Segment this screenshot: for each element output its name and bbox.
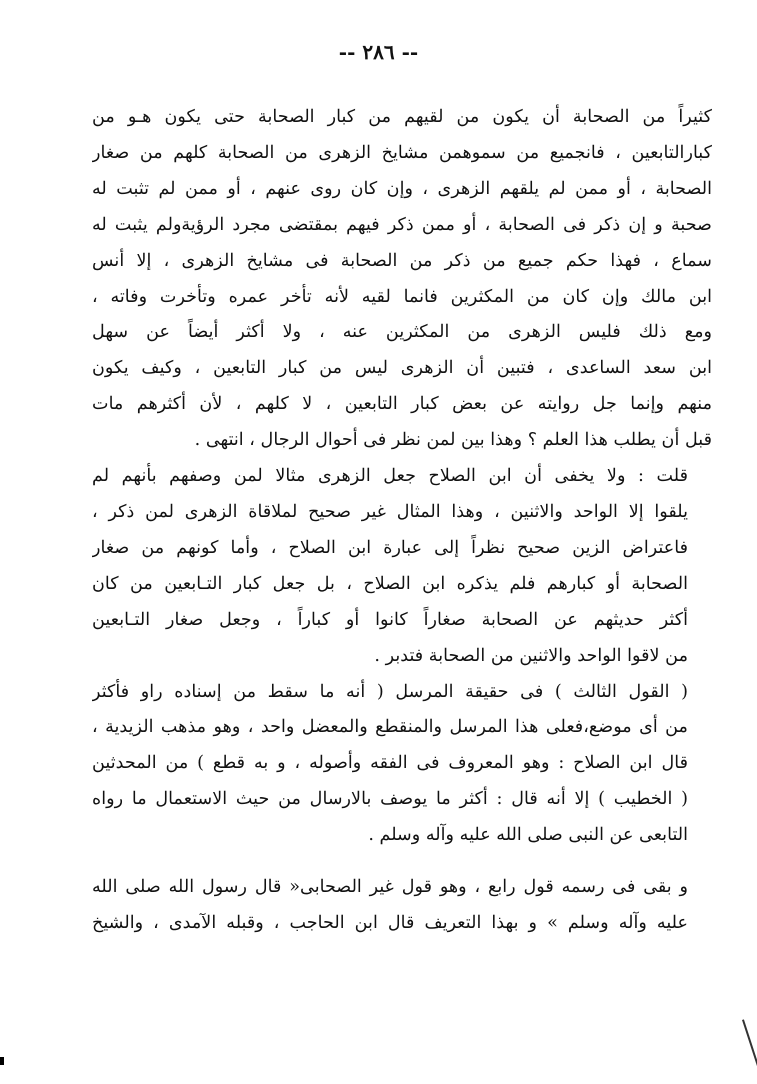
text-line: و بقى فى رسمه قول رابع ، وهو قول غير الصحابى« قال رسول الله صلى الله bbox=[92, 877, 688, 898]
text-line: ( القول الثالث ) فى حقيقة المرسل ( أنه ما سقط من إسناده راو فأكثر bbox=[92, 681, 688, 702]
text-line: من أى موضع،فعلى هذا المرسل والمنقطع والمعضل واحد ، وهو مذهب الزيدية ، bbox=[92, 717, 688, 738]
text-line: قلت : ولا يخفى أن ابن الصلاح جعل الزهرى مثالا لمن وصفهم بأنهم لم bbox=[92, 466, 688, 487]
text-line: ابن مالك وإن كان من المكثرين فانما لقيه لأنه تأخر عمره وتأخرت وفاته ، bbox=[92, 286, 712, 307]
text-line: صحبة و إن ذكر فى الصحابة ، أو ممن ذكر فيهم بمقتضى مجرد الرؤيةولم يثبت له bbox=[92, 214, 712, 235]
paragraph-3 bbox=[92, 675, 712, 855]
body-text bbox=[92, 100, 712, 942]
page-number: -- ٢٨٦ -- bbox=[338, 40, 419, 64]
text-line: ومع ذلك فليس الزهرى من المكثرين عنه ، ولا أكثر أيضاً عن سهل bbox=[92, 322, 712, 343]
text-line: من لاقوا الواحد والاثنين من الصحابة فتدبر . bbox=[374, 645, 688, 666]
paragraph-1 bbox=[92, 100, 712, 459]
scan-edge-mark bbox=[0, 1057, 4, 1065]
text-line: أكثر حديثهم عن الصحابة صغاراً كانوا أو كباراً ، وجعل صغار التـابعين bbox=[92, 609, 688, 630]
text-line: عليه وآله وسلم » و بهذا التعريف قال ابن الحاجب ، وقبله الآمدى ، والشيخ bbox=[92, 912, 688, 933]
text-line: كثيراً من الصحابة أن يكون من لقيهم من كبار الصحابة حتى يكون هـو من bbox=[92, 107, 712, 127]
text-line: فاعتراض الزين صحيح نظراً إلى عبارة ابن الصلاح ، وأما كونهم من صغار bbox=[92, 537, 688, 558]
text-line: ( الخطيب ) إلا أنه قال : أكثر ما يوصف بالارسال من حيث الاستعمال ما رواه bbox=[92, 789, 688, 810]
text-line: الصحابة ، أو ممن لم يلقهم الزهرى ، وإن كان روى عنهم ، أو ممن لم تثبت له bbox=[92, 178, 712, 199]
text-line: التابعى عن النبى صلى الله عليه وآله وسلم . bbox=[368, 825, 688, 846]
text-line: يلقوا إلا الواحد والاثنين ، وهذا المثال غير صحيح لملاقاة الزهرى لمن ذكر ، bbox=[92, 501, 688, 522]
text-line: قال ابن الصلاح : وهو المعروف فى الفقه وأصوله ، و به قطع ) من المحدثين bbox=[92, 753, 688, 774]
paragraph-2 bbox=[92, 459, 712, 674]
text-line: منهم وإنما جل روايته عن بعض كبار التابعين ، لا كلهم ، لأن أكثرهم مات bbox=[92, 394, 712, 415]
text-line: كبارالتابعين ، فانجميع من سموهمن مشايخ الزهرى من الصحابة كلهم من صغار bbox=[92, 142, 712, 163]
text-line: الصحابة أو كبارهم فلم يذكره ابن الصلاح ، بل جعل كبار التـابعين من كان bbox=[92, 573, 688, 594]
scan-stroke-mark bbox=[742, 1019, 757, 1067]
paragraph-4 bbox=[92, 870, 712, 942]
text-line: سماع ، فهذا حكم جميع من ذكر من الصحابة فى مشايخ الزهرى ، إلا أنس bbox=[92, 250, 712, 271]
text-line: قبل أن يطلب هذا العلم ؟ وهذا بين لمن نظر فى أحوال الرجال ، انتهى . bbox=[194, 430, 712, 451]
text-line: ابن سعد الساعدى ، فتبين أن الزهرى ليس من كبار التابعين ، وكيف يكون bbox=[92, 358, 712, 379]
